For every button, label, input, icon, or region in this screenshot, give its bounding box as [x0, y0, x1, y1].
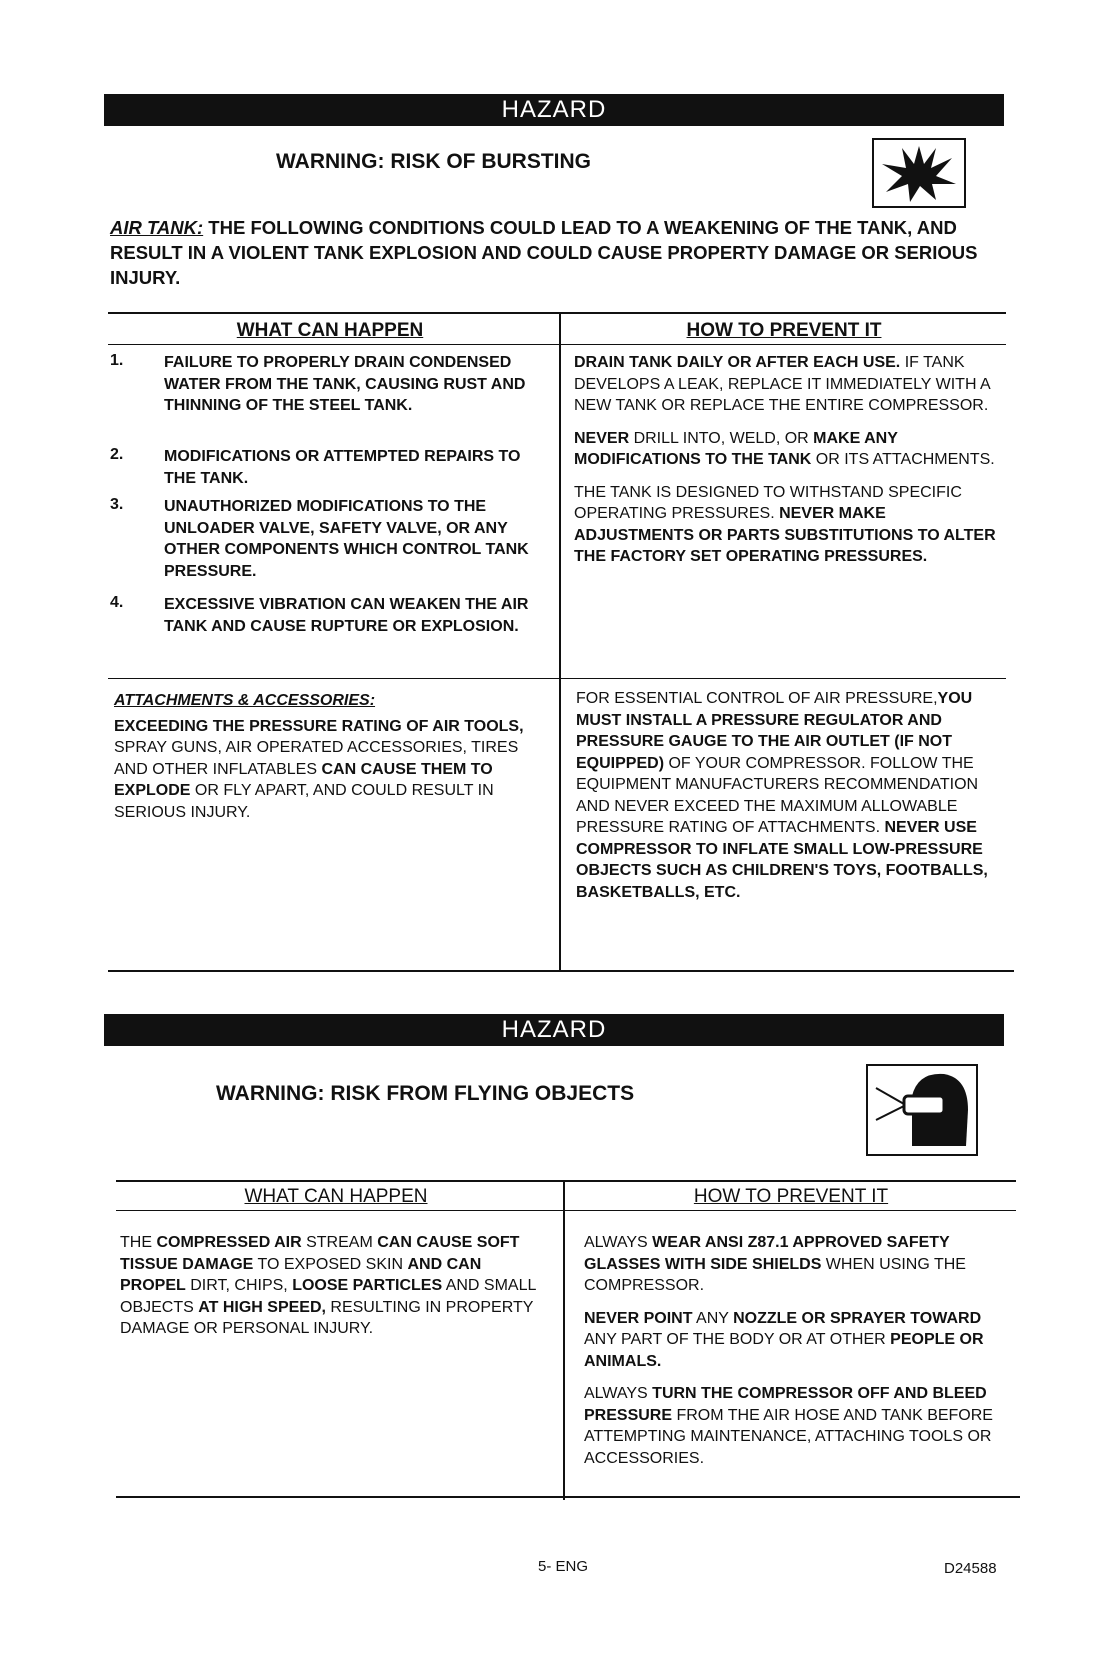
attachments-paragraph	[114, 716, 544, 824]
divider	[108, 312, 1006, 314]
regular-text: ANY PART OF THE BODY OR AT OTHER	[584, 1331, 891, 1348]
regular-text: FROM THE AIR HOSE AND TANK BEFORE ATTEMPTING MAINTENANCE, ATTACHING TOOLS OR ACCESSORIES.	[584, 1406, 993, 1467]
warning-title: WARNING: RISK OF BURSTING	[276, 150, 591, 173]
intro-paragraph	[110, 215, 1010, 290]
regular-text: TO EXPOSED SKIN	[253, 1255, 408, 1273]
bold-text: CAN CAUSE SOFT TISSUE DAMAGE	[120, 1234, 520, 1273]
item-text: UNAUTHORIZED MODIFICATIONS TO THE UNLOADER VALVE, SAFETY VALVE, OR ANY OTHER COMPONENTS WHICH CONTROL TANK PRESSURE.	[164, 498, 529, 580]
document-code: D24588	[944, 1560, 997, 1577]
divider	[116, 1180, 1016, 1182]
regular-text: THE	[120, 1234, 157, 1251]
explosion-icon	[872, 138, 966, 208]
regular-text: ANY	[692, 1309, 734, 1327]
divider	[116, 1496, 1020, 1498]
bold-text: EXCEEDING THE PRESSURE RATING OF AIR TOOLS,	[114, 717, 524, 735]
bold-text: LOOSE PARTICLES	[292, 1277, 443, 1294]
prevent-paragraph	[574, 482, 1006, 568]
regular-text: OF YOUR COMPRESSOR. FOLLOW THE EQUIPMENT MANUFACTURERS RECOMMENDATION AND NEVER EXCEED THE MAXIMUM ALLOWABLE PRESSURE RATING OF ATTACHMENTS.	[576, 754, 979, 836]
regular-text: WHEN USING THE COMPRESSOR.	[584, 1255, 966, 1294]
col-how-header: HOW TO PREVENT IT	[686, 320, 882, 341]
item-text: EXCESSIVE VIBRATION CAN WEAKEN THE AIR TANK AND CAUSE RUPTURE OR EXPLOSION.	[164, 596, 529, 635]
col-how-header: HOW TO PREVENT IT	[693, 1186, 889, 1207]
intro-text: THE FOLLOWING CONDITIONS COULD LEAD TO A WEAKENING OF THE TANK, AND RESULT IN A VIOLENT TANK EXPLOSION AND COULD CAUSE PROPERTY DAMAGE OR SERIOUS INJURY.	[110, 217, 978, 288]
bold-text: NEVER	[574, 429, 630, 447]
bold-text: AND CAN PROPEL	[120, 1255, 482, 1294]
attachments-label: ATTACHMENTS & ACCESSORIES:	[114, 692, 376, 709]
regular-text: DRILL INTO, WELD, OR	[629, 429, 814, 447]
item-number: 2.	[110, 446, 124, 463]
regular-text: RESULTING IN PROPERTY DAMAGE OR PERSONAL INJURY.	[120, 1298, 534, 1337]
bold-text: NEVER MAKE ADJUSTMENTS OR PARTS SUBSTITUTIONS TO ALTER THE FACTORY SET OPERATING PRESSURES.	[574, 505, 996, 565]
regular-text: IF TANK DEVELOPS A LEAK, REPLACE IT IMMEDIATELY WITH A NEW TANK OR REPLACE THE ENTIRE COMPRESSOR.	[574, 354, 990, 414]
bold-text: CAN CAUSE THEM TO EXPLODE	[114, 760, 493, 799]
bold-text: WEAR ANSI Z87.1 APPROVED SAFETY GLASSES WITH SIDE SHIELDS	[584, 1234, 950, 1273]
regular-text: THE TANK IS DESIGNED TO WITHSTAND SPECIFIC OPERATING PRESSURES.	[574, 483, 962, 522]
regular-text: AND SMALL OBJECTS	[120, 1277, 536, 1316]
regular-text: ALWAYS	[584, 1385, 653, 1402]
bold-text: MAKE ANY MODIFICATIONS TO THE TANK	[574, 429, 898, 468]
prevent-cell	[574, 352, 1006, 579]
regular-text: FOR ESSENTIAL CONTROL OF AIR PRESSURE,	[576, 690, 938, 707]
page-number: 5- ENG	[538, 1558, 589, 1575]
item-number: 1.	[110, 352, 124, 369]
bold-text: AT HIGH SPEED,	[198, 1298, 326, 1316]
safety-goggles-icon	[866, 1064, 978, 1156]
regular-text: SPRAY GUNS, AIR OPERATED ACCESSORIES, TIRES AND OTHER INFLATABLES	[114, 739, 519, 778]
column-divider	[559, 312, 561, 970]
how-paragraph	[584, 1383, 1014, 1469]
col-what-header: WHAT CAN HAPPEN	[236, 320, 424, 341]
hazard-banner: HAZARD	[104, 94, 1004, 126]
column-divider	[563, 1180, 565, 1500]
regular-text: STREAM	[301, 1234, 378, 1251]
regular-text: ALWAYS	[584, 1234, 653, 1251]
prevent-paragraph	[576, 688, 1008, 903]
bold-text: TURN THE COMPRESSOR OFF AND BLEED PRESSURE	[584, 1385, 987, 1424]
regular-text: OR ITS ATTACHMENTS.	[811, 451, 995, 468]
bold-text: COMPRESSED AIR	[156, 1234, 302, 1251]
bold-text: NEVER USE COMPRESSOR TO INFLATE SMALL LOW-PRESSURE OBJECTS SUCH AS CHILDREN'S TOYS, FOOTBALLS, BASKETBALLS, ETC.	[576, 819, 988, 901]
item-text: FAILURE TO PROPERLY DRAIN CONDENSED WATER FROM THE TANK, CAUSING RUST AND THINNING OF THE STEEL TANK.	[164, 354, 526, 414]
hazard-banner: HAZARD	[104, 1014, 1004, 1046]
bold-text: DRAIN TANK DAILY OR AFTER EACH USE.	[574, 354, 901, 371]
item-text: MODIFICATIONS OR ATTEMPTED REPAIRS TO THE TANK.	[164, 448, 521, 487]
bold-text: NOZZLE OR SPRAYER TOWARD	[733, 1309, 982, 1327]
divider	[108, 344, 1006, 345]
attachments-prevent-cell	[576, 688, 1008, 914]
intro-label: AIR TANK:	[110, 217, 204, 238]
warning-title: WARNING: RISK FROM FLYING OBJECTS	[216, 1082, 635, 1105]
how-paragraph	[584, 1308, 1014, 1373]
attachments-label-row	[114, 690, 544, 712]
regular-text: DIRT, CHIPS,	[185, 1277, 293, 1294]
what-paragraph	[120, 1232, 550, 1340]
prevent-paragraph	[574, 428, 1006, 471]
divider	[108, 970, 1014, 972]
how-cell	[584, 1232, 1014, 1480]
bold-text: YOU MUST INSTALL A PRESSURE REGULATOR AND PRESSURE GAUGE TO THE AIR OUTLET (IF NOT EQUIPPED)	[576, 690, 973, 772]
item-number: 3.	[110, 496, 124, 513]
divider	[108, 678, 1006, 679]
divider	[116, 1210, 1016, 1211]
how-paragraph	[584, 1232, 1014, 1297]
col-what-header: WHAT CAN HAPPEN	[244, 1186, 428, 1207]
bold-text: PEOPLE OR ANIMALS.	[584, 1331, 984, 1370]
regular-text: OR FLY APART, AND COULD RESULT IN SERIOUS INJURY.	[114, 782, 494, 821]
prevent-paragraph	[574, 352, 1006, 417]
what-cell	[120, 1232, 550, 1351]
attachments-cell	[114, 690, 544, 834]
item-number: 4.	[110, 594, 124, 611]
bold-text: NEVER POINT	[584, 1309, 693, 1327]
